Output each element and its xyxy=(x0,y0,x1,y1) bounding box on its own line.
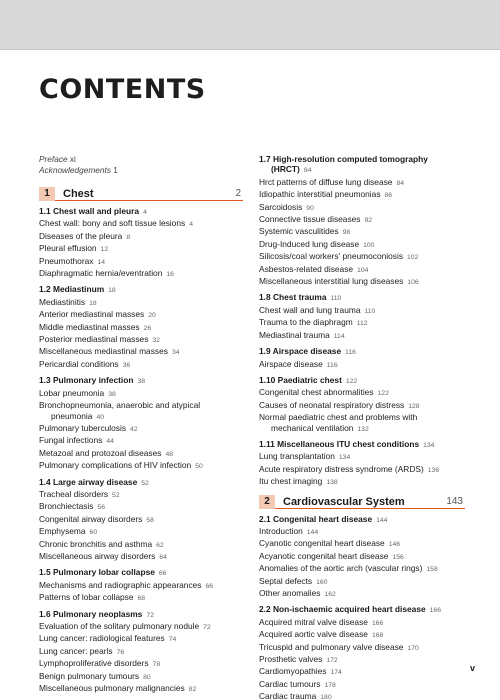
page-ref: 180 xyxy=(320,694,332,700)
page-number: v xyxy=(470,663,476,673)
page-ref: 50 xyxy=(195,463,203,471)
page-ref: 26 xyxy=(143,324,152,332)
toc-entry[interactable]: Connective tissue diseases 92 xyxy=(259,214,373,225)
page-ref: 98 xyxy=(342,229,351,237)
page-ref: 168 xyxy=(371,632,384,640)
toc-entry[interactable]: Cardiac tumours 178 xyxy=(259,678,336,689)
toc-section xyxy=(39,477,243,564)
page-ref: 144 xyxy=(376,516,388,524)
toc-section xyxy=(259,439,465,489)
page-ref: 64 xyxy=(159,553,167,561)
toc-entry[interactable]: Other anomalies 162 xyxy=(259,588,336,598)
toc-entry[interactable]: Trauma to the diaphragm 112 xyxy=(259,317,368,328)
toc-entry[interactable]: Benign pulmonary tumours 80 xyxy=(39,670,151,681)
front-matter xyxy=(39,154,243,175)
toc-left-column xyxy=(39,154,243,699)
page-ref: 174 xyxy=(330,669,342,677)
toc-entry[interactable]: Airspace disease 116 xyxy=(259,358,338,369)
toc-entry[interactable]: Bronchopneumonia, anaerobic and atypical pneumonia 40 xyxy=(39,400,201,421)
toc-entry[interactable]: Cardiomyopathies 174 xyxy=(259,666,342,677)
toc-entry[interactable]: Congenital chest abnormalities 122 xyxy=(259,387,389,398)
page-ref: 18 xyxy=(108,287,116,295)
page-ref: 100 xyxy=(363,241,375,249)
page-ref: 62 xyxy=(156,541,164,549)
toc-entry[interactable]: Pleural effusion 12 xyxy=(39,243,109,254)
page-ref: 76 xyxy=(116,648,125,656)
page-ref: 132 xyxy=(357,425,369,433)
chapter-page: 2 xyxy=(235,188,241,199)
page-ref: 14 xyxy=(97,258,106,266)
page-ref: 66 xyxy=(205,582,214,590)
toc-entry[interactable]: Pulmonary complications of HIV infection 50 xyxy=(39,460,203,471)
page-ref: 72 xyxy=(203,624,211,631)
page-ref: 116 xyxy=(326,361,338,369)
page-ref: 58 xyxy=(146,516,154,524)
toc-section xyxy=(39,375,243,472)
front-matter-item[interactable]: Acknowledgements 1 xyxy=(39,164,118,175)
chapter-heading[interactable] xyxy=(39,187,243,201)
toc-entry[interactable]: Chest wall: bony and soft tissue lesions 4 xyxy=(39,218,193,229)
page-ref: 38 xyxy=(108,390,116,398)
section-title[interactable]: 2.2 Non-ischaemic acquired heart disease 166 xyxy=(259,604,441,615)
toc-entry[interactable]: Miscellaneous pulmonary malignancies 82 xyxy=(39,683,197,694)
page-ref: 86 xyxy=(384,192,393,200)
chapter-title: Cardiovascular System xyxy=(283,495,405,508)
page-ref: 48 xyxy=(165,450,174,458)
page-ref: 1 xyxy=(113,164,118,175)
section-title[interactable]: 1.10 Paediatric chest 122 xyxy=(259,374,358,385)
toc-entry[interactable]: Mechanisms and radiographic appearances 66 xyxy=(39,579,214,590)
chapter-number: 2 xyxy=(259,495,275,509)
toc-entry[interactable]: Lung cancer: radiological features 74 xyxy=(39,633,177,644)
page-ref: 110 xyxy=(364,307,376,315)
toc-entry[interactable]: Mediastinal trauma 114 xyxy=(259,329,345,340)
section-title[interactable]: 1.4 Large airway disease 52 xyxy=(39,476,149,487)
toc-entry[interactable]: Diaphragmatic hernia/eventration 16 xyxy=(39,268,174,279)
page-ref: 84 xyxy=(396,179,405,187)
chapter-title: Chest xyxy=(63,188,94,200)
page-ref: xi xyxy=(69,154,76,164)
toc-entry[interactable]: Posterior mediastinal masses 32 xyxy=(39,334,160,345)
page-ref: 38 xyxy=(137,378,146,386)
section-title[interactable]: 1.1 Chest wall and pleura 4 xyxy=(39,206,147,216)
section-title[interactable]: 1.11 Miscellaneous ITU chest conditions 134 xyxy=(259,438,435,449)
page-ref: 56 xyxy=(97,504,106,512)
toc-section xyxy=(259,292,465,342)
toc-entry[interactable]: Pulmonary tuberculosis 42 xyxy=(39,422,138,433)
front-matter-item[interactable]: Preface xi xyxy=(39,154,76,164)
page-ref: 90 xyxy=(306,204,314,212)
page-ref: 104 xyxy=(357,266,369,274)
section-title[interactable]: 1.9 Airspace disease 116 xyxy=(259,346,356,357)
page-ref: 136 xyxy=(427,466,440,474)
section-title[interactable]: 1.2 Mediastinum 18 xyxy=(39,284,116,295)
page-ref: 138 xyxy=(326,479,338,487)
page-ref: 166 xyxy=(371,619,384,627)
page-ref: 34 xyxy=(171,349,180,357)
toc-entry[interactable]: Tricuspid and pulmonary valve disease 170 xyxy=(259,641,419,652)
toc-section xyxy=(259,154,465,288)
page-ref: 52 xyxy=(141,479,149,487)
toc-entry[interactable]: Fungal infections 44 xyxy=(39,435,114,446)
page-ref: 166 xyxy=(429,607,441,615)
toc-entry[interactable]: Tracheal disorders 52 xyxy=(39,488,120,499)
toc-entry[interactable]: Mediastinitis 18 xyxy=(39,296,97,307)
toc-section xyxy=(259,604,465,700)
toc-entry[interactable]: Patterns of lobar collapse 68 xyxy=(39,592,146,603)
toc-section xyxy=(39,284,243,371)
toc-entry[interactable]: Congenital airway disorders 58 xyxy=(39,513,154,524)
page-ref: 40 xyxy=(96,413,105,421)
toc-entry[interactable]: Cardiac trauma 180 xyxy=(259,691,332,700)
toc-entry[interactable]: Acquired mitral valve disease 166 xyxy=(259,616,384,627)
page-ref: 72 xyxy=(146,611,154,619)
section-title[interactable]: 2.1 Congenital heart disease 144 xyxy=(259,513,388,524)
page-ref: 78 xyxy=(152,661,161,669)
toc-entry[interactable]: Prosthetic valves 172 xyxy=(259,654,338,665)
page-ref: 144 xyxy=(306,528,319,536)
toc-entry[interactable]: Systemic vasculitides 98 xyxy=(259,226,351,237)
toc-section xyxy=(39,206,243,280)
page-ref: 114 xyxy=(333,332,345,340)
toc-entry[interactable]: Bronchiectasis 56 xyxy=(39,501,106,512)
toc-entry[interactable]: Drug-Induced lung disease 100 xyxy=(259,238,375,249)
chapter-number: 1 xyxy=(39,187,55,201)
page-ref: 68 xyxy=(137,595,146,603)
page-ref: 134 xyxy=(338,454,351,462)
page-ref: 110 xyxy=(330,295,342,303)
toc-section xyxy=(259,346,465,371)
toc-entry[interactable]: Miscellaneous airway disorders 64 xyxy=(39,550,167,561)
page-ref: 84 xyxy=(303,167,312,175)
page-ref: 60 xyxy=(89,529,98,537)
page-ref: 80 xyxy=(143,673,151,681)
toc-entry[interactable]: Lung transplantation 134 xyxy=(259,451,351,462)
page-ref: 178 xyxy=(324,681,336,689)
section-title[interactable]: 1.7 High-resolution computed tomography (HRCT) 84 xyxy=(259,154,428,175)
toc-entry[interactable]: Sarcoidosis 90 xyxy=(259,201,314,212)
toc-entry[interactable]: Normal paediatric chest and problems with mechanical ventilation 132 xyxy=(259,412,418,433)
page-ref: 112 xyxy=(356,320,368,328)
toc-entry[interactable]: Hrct patterns of diffuse lung disease 84 xyxy=(259,176,405,187)
toc-section xyxy=(259,514,465,601)
toc-entry[interactable]: Asbestos-related disease 104 xyxy=(259,263,369,274)
page-ref: 4 xyxy=(143,209,147,216)
page-ref: 20 xyxy=(148,312,156,320)
toc-entry[interactable]: Acute respiratory distress syndrome (ARDS) 136 xyxy=(259,463,440,474)
section-title[interactable]: 1.5 Pulmonary lobar collapse 66 xyxy=(39,567,167,578)
toc-section xyxy=(39,567,243,604)
toc-entry[interactable]: Evaluation of the solitary pulmonary nodule 72 xyxy=(39,621,211,631)
toc-entry[interactable]: Introduction 144 xyxy=(259,525,319,536)
toc-entry[interactable]: Septal defects 160 xyxy=(259,575,328,586)
page-ref: 36 xyxy=(122,361,131,369)
section-title[interactable]: 1.8 Chest trauma 110 xyxy=(259,292,342,303)
page-ref: 102 xyxy=(407,254,419,262)
chapter-page: 143 xyxy=(446,495,463,507)
page-title: CONTENTS xyxy=(39,74,206,105)
page-ref: 156 xyxy=(392,553,404,561)
page-ref: 16 xyxy=(166,271,174,279)
toc-entry[interactable]: Acquired aortic valve disease 168 xyxy=(259,629,384,640)
toc-entry[interactable]: Chest wall and lung trauma 110 xyxy=(259,304,376,315)
toc-entry[interactable]: Lymphoproliferative disorders 78 xyxy=(39,658,161,669)
toc-entry[interactable]: Pneumothorax 14 xyxy=(39,255,106,266)
toc-section xyxy=(259,375,465,435)
toc-entry[interactable]: Diseases of the pleura 8 xyxy=(39,230,131,241)
toc-entry[interactable]: Cyanotic congenital heart disease 146 xyxy=(259,538,401,549)
toc-entry[interactable]: Miscellaneous interstitial lung diseases 106 xyxy=(259,276,419,287)
toc-entry[interactable]: Pericardial conditions 36 xyxy=(39,358,131,369)
page-ref: 146 xyxy=(388,541,401,549)
header-band xyxy=(0,0,500,50)
toc-entry[interactable]: Itu chest imaging 138 xyxy=(259,476,338,487)
toc-entry[interactable]: Lung cancer: pearls 76 xyxy=(39,645,125,656)
page-ref: 158 xyxy=(426,566,438,574)
page-ref: 106 xyxy=(407,279,419,287)
page-ref: 162 xyxy=(324,591,336,598)
page-ref: 66 xyxy=(158,570,167,578)
toc-entry[interactable]: Idiopathic interstitial pneumonias 86 xyxy=(259,189,393,200)
page-ref: 92 xyxy=(364,217,373,225)
toc-entry[interactable]: Silicosis/coal workers' pneumoconiosis 102 xyxy=(259,251,419,262)
toc-entry[interactable]: Causes of neonatal respiratory distress 128 xyxy=(259,399,420,410)
page-ref: 122 xyxy=(345,377,358,385)
toc-entry[interactable]: Chronic bronchitis and asthma 62 xyxy=(39,538,164,549)
page-ref: 44 xyxy=(106,438,114,446)
page-ref: 32 xyxy=(152,337,160,345)
page-ref: 4 xyxy=(189,221,193,229)
toc-entry[interactable]: Anterior mediastinal masses 20 xyxy=(39,309,156,320)
chapter-heading[interactable] xyxy=(259,495,465,509)
toc-entry[interactable]: Middle mediastinal masses 26 xyxy=(39,321,152,332)
toc-right-column xyxy=(259,154,465,700)
page-ref: 172 xyxy=(326,657,338,665)
toc-section xyxy=(39,609,243,696)
toc-entry[interactable]: Lobar pneumonia 38 xyxy=(39,387,116,398)
page-ref: 18 xyxy=(89,299,97,307)
page-ref: 52 xyxy=(112,491,120,499)
page-ref: 160 xyxy=(316,578,328,586)
page-ref: 74 xyxy=(168,636,177,644)
toc-entry[interactable]: Acyanotic congenital heart disease 156 xyxy=(259,550,404,561)
toc-entry[interactable]: Miscellaneous mediastinal masses 34 xyxy=(39,346,180,357)
page-ref: 122 xyxy=(377,390,389,398)
toc-entry[interactable]: Metazoal and protozoal diseases 48 xyxy=(39,447,174,458)
page-ref: 12 xyxy=(100,246,109,254)
page-ref: 170 xyxy=(407,644,419,652)
toc-entry[interactable]: Anomalies of the aortic arch (vascular rings) 158 xyxy=(259,563,438,574)
page-ref: 8 xyxy=(126,233,131,241)
section-title[interactable]: 1.3 Pulmonary infection 38 xyxy=(39,375,146,386)
page-ref: 134 xyxy=(423,441,435,449)
page-ref: 128 xyxy=(408,402,420,410)
page-ref: 116 xyxy=(345,349,356,357)
section-title[interactable]: 1.6 Pulmonary neoplasms 72 xyxy=(39,608,154,619)
page-ref: 82 xyxy=(188,686,197,694)
page-ref: 42 xyxy=(130,425,138,433)
toc-entry[interactable]: Emphysema 60 xyxy=(39,526,98,537)
